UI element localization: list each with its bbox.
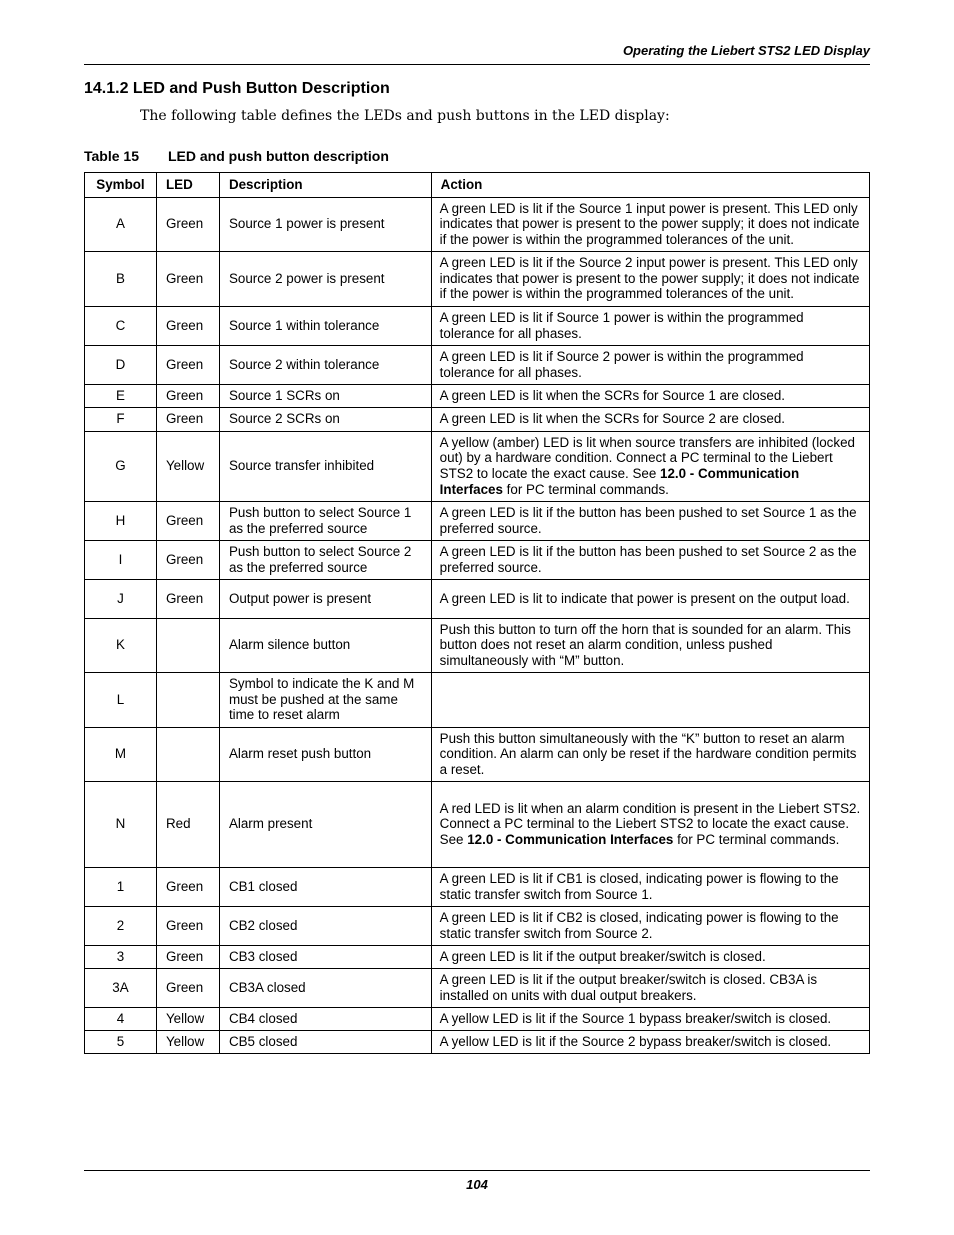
table-row bbox=[85, 198, 870, 252]
led-cell: Yellow bbox=[156, 432, 219, 502]
symbol-cell: N bbox=[85, 782, 157, 868]
symbol-cell: L bbox=[85, 673, 157, 728]
table-row bbox=[85, 252, 870, 307]
action-text: A red LED is lit when an alarm condition is present in the Liebert STS2. bbox=[439, 800, 861, 816]
description-cell: Output power is present bbox=[219, 580, 431, 619]
description-cell: Push button to select Source 2 as the preferred source bbox=[219, 541, 431, 580]
action-cell: Push this button simultaneously with the “K” button to reset an alarm condition. An alarm can only be reset if the hardware condition permits a reset. bbox=[431, 728, 869, 782]
action-cell: Push this button to turn off the horn that is sounded for an alarm. This button does not reset an alarm condition, unless pushed simultaneously with “M” button. bbox=[431, 619, 869, 673]
column-header-led: LED bbox=[156, 173, 219, 198]
table-caption bbox=[84, 148, 389, 164]
description-cell: Source 2 SCRs on bbox=[219, 408, 431, 432]
led-cell: Green bbox=[156, 346, 219, 385]
symbol-cell: 3A bbox=[85, 969, 157, 1008]
led-cell bbox=[156, 619, 219, 673]
led-cell: Green bbox=[156, 252, 219, 307]
table-row bbox=[85, 1031, 870, 1054]
column-header-description: Description bbox=[219, 173, 431, 198]
table-row bbox=[85, 946, 870, 969]
led-cell: Green bbox=[156, 307, 219, 346]
action-cell: A yellow LED is lit if the Source 1 bypass breaker/switch is closed. bbox=[431, 1008, 869, 1031]
symbol-cell: B bbox=[85, 252, 157, 307]
description-cell: Symbol to indicate the K and M must be pushed at the same time to reset alarm bbox=[219, 673, 431, 728]
footer-rule bbox=[84, 1170, 870, 1171]
led-cell: Green bbox=[156, 907, 219, 946]
description-cell: Push button to select Source 1 as the preferred source bbox=[219, 502, 431, 541]
description-cell: Alarm silence button bbox=[219, 619, 431, 673]
table-row bbox=[85, 728, 870, 782]
action-cell: A green LED is lit to indicate that power is present on the output load. bbox=[431, 580, 869, 619]
symbol-cell: 3 bbox=[85, 946, 157, 969]
action-cell: A green LED is lit when the SCRs for Source 1 are closed. bbox=[431, 385, 869, 408]
description-cell: Source 1 power is present bbox=[219, 198, 431, 252]
table-row bbox=[85, 907, 870, 946]
led-cell: Yellow bbox=[156, 1008, 219, 1031]
action-cell: A green LED is lit if the output breaker/switch is closed. bbox=[431, 946, 869, 969]
cross-reference-link[interactable]: 12.0 - Communication Interfaces bbox=[439, 466, 800, 497]
action-cell: A green LED is lit if the Source 2 input power is present. This LED only indicates that power is present to the power supply; it does not indicate if the power is within the programmed tolerances of the unit. bbox=[431, 252, 869, 307]
symbol-cell: F bbox=[85, 408, 157, 432]
table-row bbox=[85, 432, 870, 502]
action-cell: A green LED is lit if the button has been pushed to set Source 2 as the preferred source. bbox=[431, 541, 869, 580]
table-row bbox=[85, 541, 870, 580]
table-row bbox=[85, 868, 870, 907]
table-row bbox=[85, 619, 870, 673]
description-cell: CB1 closed bbox=[219, 868, 431, 907]
symbol-cell: 5 bbox=[85, 1031, 157, 1054]
table-row bbox=[85, 1008, 870, 1031]
led-table bbox=[84, 172, 870, 1054]
action-text: Connect a PC terminal to the Liebert STS2 to locate the exact cause. See bbox=[439, 816, 850, 847]
symbol-cell: G bbox=[85, 432, 157, 502]
led-cell: Green bbox=[156, 969, 219, 1008]
symbol-cell: A bbox=[85, 198, 157, 252]
description-cell: Alarm reset push button bbox=[219, 728, 431, 782]
description-cell: Source 2 within tolerance bbox=[219, 346, 431, 385]
action-cell: A green LED is lit if CB2 is closed, indicating power is flowing to the static transfer switch from Source 2. bbox=[431, 907, 869, 946]
action-cell: A yellow LED is lit if the Source 2 bypass breaker/switch is closed. bbox=[431, 1031, 869, 1054]
led-cell: Green bbox=[156, 502, 219, 541]
action-cell bbox=[431, 673, 869, 728]
description-cell: CB3A closed bbox=[219, 969, 431, 1008]
table-row bbox=[85, 385, 870, 408]
led-cell: Red bbox=[156, 782, 219, 868]
description-cell: Source 2 power is present bbox=[219, 252, 431, 307]
table-header-row bbox=[85, 173, 870, 198]
action-cell: A green LED is lit if CB1 is closed, indicating power is flowing to the static transfer switch from Source 1. bbox=[431, 868, 869, 907]
description-cell: CB2 closed bbox=[219, 907, 431, 946]
table-row bbox=[85, 673, 870, 728]
led-cell: Yellow bbox=[156, 1031, 219, 1054]
table-row bbox=[85, 307, 870, 346]
led-cell: Green bbox=[156, 385, 219, 408]
symbol-cell: J bbox=[85, 580, 157, 619]
header-rule bbox=[84, 64, 870, 65]
description-cell: Source 1 within tolerance bbox=[219, 307, 431, 346]
table-row bbox=[85, 408, 870, 432]
table-caption-title: LED and push button description bbox=[168, 148, 389, 164]
action-text: A yellow (amber) LED is lit when source transfers are inhibited (locked out) by a hardware condition. Connect a PC terminal to the Liebert STS2 to locate the exact cause. See bbox=[439, 434, 855, 481]
symbol-cell: 4 bbox=[85, 1008, 157, 1031]
action-cell: A green LED is lit if the Source 1 input power is present. This LED only indicates that power is present to the power supply; it does not indicate if the power is within the programmed tolerances of the unit. bbox=[431, 198, 869, 252]
description-cell: CB5 closed bbox=[219, 1031, 431, 1054]
table-caption-number: Table 15 bbox=[84, 148, 139, 164]
cross-reference-link[interactable]: 12.0 - Communication Interfaces bbox=[467, 831, 674, 847]
led-cell: Green bbox=[156, 408, 219, 432]
section-heading: 14.1.2 LED and Push Button Description bbox=[84, 80, 390, 97]
description-cell: Source transfer inhibited bbox=[219, 432, 431, 502]
symbol-cell: H bbox=[85, 502, 157, 541]
led-cell bbox=[156, 673, 219, 728]
action-cell: A green LED is lit if the output breaker/switch is closed. CB3A is installed on units with dual output breakers. bbox=[431, 969, 869, 1008]
table-row bbox=[85, 969, 870, 1008]
symbol-cell: C bbox=[85, 307, 157, 346]
description-cell: Source 1 SCRs on bbox=[219, 385, 431, 408]
intro-paragraph: The following table defines the LEDs and push buttons in the LED display: bbox=[140, 108, 670, 124]
column-header-symbol: Symbol bbox=[85, 173, 157, 198]
table-row bbox=[85, 782, 870, 868]
led-cell: Green bbox=[156, 868, 219, 907]
action-cell bbox=[431, 432, 869, 502]
symbol-cell: M bbox=[85, 728, 157, 782]
running-header: Operating the Liebert STS2 LED Display bbox=[622, 43, 870, 58]
table-row bbox=[85, 346, 870, 385]
symbol-cell: 2 bbox=[85, 907, 157, 946]
action-cell bbox=[431, 782, 869, 868]
description-cell: CB3 closed bbox=[219, 946, 431, 969]
description-cell: Alarm present bbox=[219, 782, 431, 868]
symbol-cell: 1 bbox=[85, 868, 157, 907]
symbol-cell: E bbox=[85, 385, 157, 408]
table-row bbox=[85, 502, 870, 541]
led-cell: Green bbox=[156, 541, 219, 580]
table-row bbox=[85, 580, 870, 619]
description-cell: CB4 closed bbox=[219, 1008, 431, 1031]
led-cell bbox=[156, 728, 219, 782]
action-cell: A green LED is lit if Source 2 power is within the programmed tolerance for all phases. bbox=[431, 346, 869, 385]
action-cell: A green LED is lit if Source 1 power is within the programmed tolerance for all phases. bbox=[431, 307, 869, 346]
action-cell: A green LED is lit if the button has been pushed to set Source 1 as the preferred source. bbox=[431, 502, 869, 541]
action-cell: A green LED is lit when the SCRs for Source 2 are closed. bbox=[431, 408, 869, 432]
action-text: for PC terminal commands. bbox=[673, 831, 840, 847]
action-text: for PC terminal commands. bbox=[502, 481, 669, 497]
led-cell: Green bbox=[156, 580, 219, 619]
symbol-cell: I bbox=[85, 541, 157, 580]
page-number: 104 bbox=[466, 1177, 488, 1192]
column-header-action: Action bbox=[431, 173, 869, 198]
symbol-cell: K bbox=[85, 619, 157, 673]
symbol-cell: D bbox=[85, 346, 157, 385]
led-cell: Green bbox=[156, 198, 219, 252]
led-cell: Green bbox=[156, 946, 219, 969]
